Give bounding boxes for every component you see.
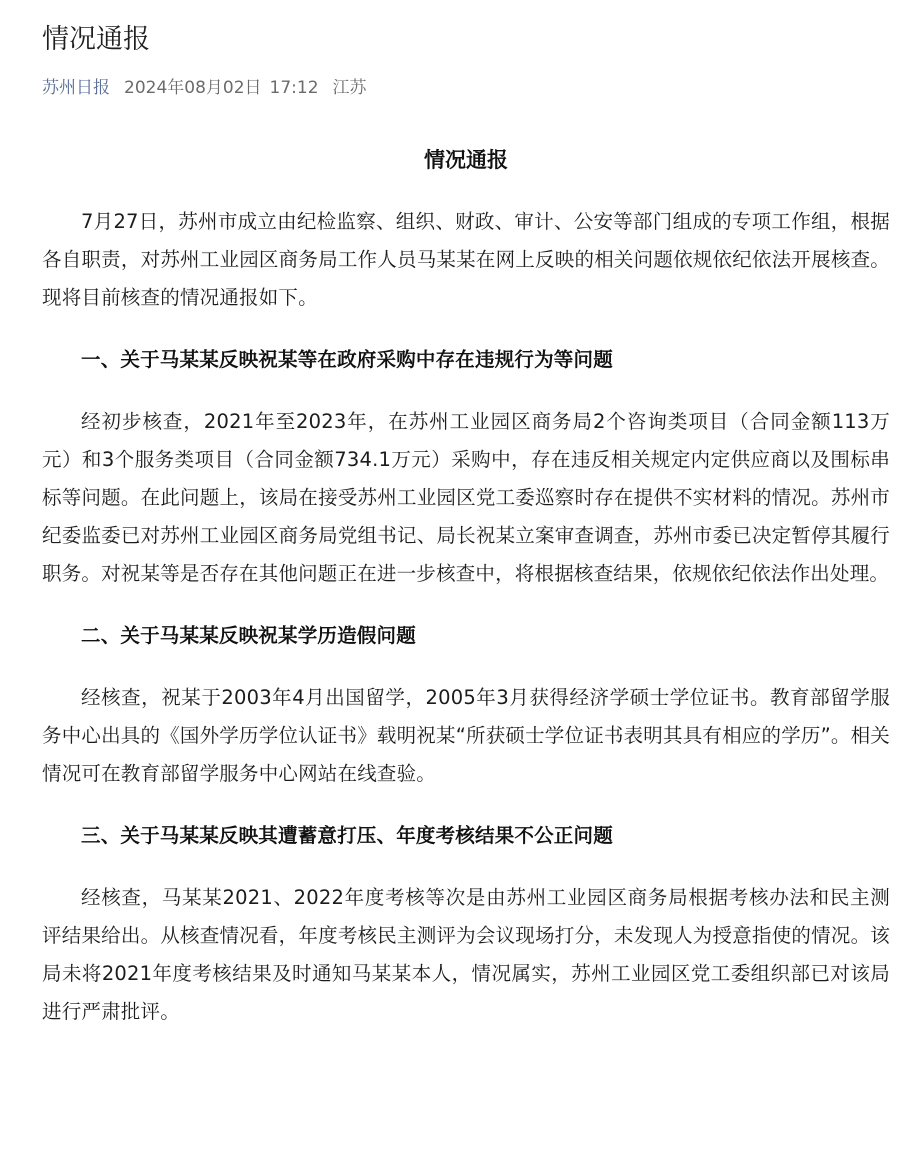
section-heading-2: 二、关于马某某反映祝某学历造假问题	[81, 624, 416, 647]
publish-time: 17:12	[269, 78, 319, 98]
region-label: 江苏	[332, 78, 367, 98]
section-body-3: 经核查，马某某2021、2022年度考核等次是由苏州工业园区商务局根据考核办法和民主测评结果给出。从核查情况看，年度考核民主测评为会议现场打分，未发现人为授意指使的情况。该局未将2021年度考核结果及时通知马某某本人，情况属实，苏州工业园区党工委组织部已对该局进行严肃批评。	[42, 886, 890, 1023]
source-link[interactable]: 苏州日报	[42, 78, 110, 98]
publish-date: 2024年08月02日	[124, 78, 262, 98]
intro-paragraph: 7月27日，苏州市成立由纪检监察、组织、财政、审计、公安等部门组成的专项工作组，根据各自职责，对苏州工业园区商务局工作人员马某某在网上反映的相关问题依规依纪依法开展核查。现将目前核查的情况通报如下。	[42, 210, 890, 309]
section-body-1: 经初步核查，2021年至2023年，在苏州工业园区商务局2个咨询类项目（合同金额113万元）和3个服务类项目（合同金额734.1万元）采购中，存在违反相关规定内定供应商以及围标串标等问题。在此问题上，该局在接受苏州工业园区党工委巡察时存在提供不实材料的情况。苏州市纪委监委已对苏州工业园区商务局党组书记、局长祝某立案审查调查，苏州市委已决定暂停其履行职务。对祝某等是否存在其他问题正在进一步核查中，将根据核查结果，依规依纪依法作出处理。	[42, 410, 890, 585]
section-body-2: 经核查，祝某于2003年4月出国留学，2005年3月获得经济学硕士学位证书。教育部留学服务中心出具的《国外学历学位认证书》载明祝某“所获硕士学位证书表明其具有相应的学历”。相关情况可在教育部留学服务中心网站在线查验。	[42, 686, 891, 785]
article-title: 情况通报	[424, 148, 508, 172]
article-meta	[42, 76, 367, 100]
article-body	[42, 140, 890, 1055]
page-title: 情况通报	[42, 24, 150, 55]
section-heading-3: 三、关于马某某反映其遭蓄意打压、年度考核结果不公正问题	[81, 824, 613, 847]
section-heading-1: 一、关于马某某反映祝某等在政府采购中存在违规行为等问题	[81, 348, 613, 371]
